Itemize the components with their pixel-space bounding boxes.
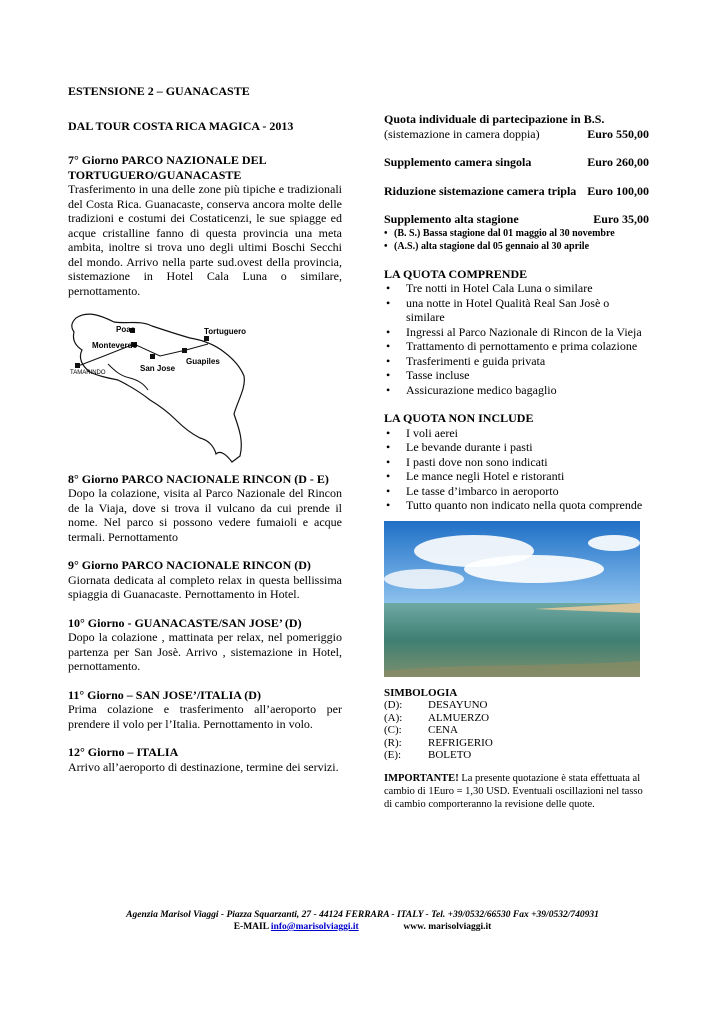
photo-cloud: [588, 535, 640, 551]
map-label-tamarindo: TAMARINDO: [70, 370, 106, 376]
footer-email-link[interactable]: info@marisolviaggi.it: [270, 922, 359, 932]
map-label-guapiles: Guapiles: [186, 357, 220, 366]
simbologia-row: [384, 749, 649, 762]
list-item: • Le bevande durante i pasti: [384, 440, 649, 455]
simbologia-code: (D):: [384, 699, 403, 711]
non-include-list: [384, 426, 649, 513]
footer: [0, 909, 725, 933]
tour-subtitle: DAL TOUR COSTA RICA MAGICA - 2013: [68, 118, 294, 133]
beach-photo: [384, 521, 640, 677]
day10-text: Dopo la colazione , mattinata per relax, nel pomeriggio partenza per San Josè. Arrivo , sistemazione in Hotel, pernottamento.: [68, 630, 342, 673]
non-include-title: LA QUOTA NON INCLUDE: [384, 411, 534, 425]
season-item: • (B. S.) Bassa stagione dal 01 maggio al 30 novembre: [384, 227, 649, 240]
footer-contact: [0, 921, 725, 933]
stop-marker-tortuguero: [204, 336, 209, 341]
list-item: • I voli aerei: [384, 426, 649, 441]
quota-price: Euro 550,00: [587, 126, 649, 141]
map-label-tortuguero: Tortuguero: [204, 327, 247, 336]
stop-marker-sanjose: [150, 354, 155, 359]
photo-cloud: [464, 555, 604, 583]
simbologia-section: [384, 687, 649, 762]
simbologia-meaning: DESAYUNO: [428, 699, 488, 711]
price-label: Supplemento alta stagione: [384, 212, 519, 226]
footer-address: Agenzia Marisol Viaggi - Piazza Squarzanti, 27 - 44124 FERRARA - ITALY - Tel. +39/0532/66530 Fax +39/0532/740931: [126, 910, 599, 920]
simbologia-title: SIMBOLOGIA: [384, 686, 458, 699]
map-outline: [72, 314, 247, 462]
quota-sub: (sistemazione in camera doppia): [384, 126, 540, 141]
stop-marker-tamarindo: [75, 363, 80, 368]
list-item: • Assicurazione medico bagaglio: [384, 383, 649, 398]
importante-label: IMPORTANTE!: [384, 772, 459, 784]
list-item: • Le mance negli Hotel e ristoranti: [384, 469, 649, 484]
simbologia-row: [384, 699, 649, 712]
importante-text: La presente quotazione è stata effettuata al cambio di 1Euro = 1,30 USD. Eventuali oscillazioni nel tasso di cambio comporteranno la revisione delle quote.: [384, 772, 643, 810]
list-item: • I pasti dove non sono indicati: [384, 455, 649, 470]
photo-cloud: [384, 569, 464, 589]
footer-website: www. marisolviaggi.it: [403, 922, 492, 932]
simbologia-code: (E):: [384, 749, 402, 761]
season-item: • (A.S.) alta stagione dal 05 gennaio al 30 aprile: [384, 240, 649, 253]
list-item: • Trattamento di pernottamento e prima colazione: [384, 339, 649, 354]
day11-heading: 11° Giorno – SAN JOSE’/ITALIA (D): [68, 687, 261, 702]
season-list: [384, 227, 649, 253]
map-label-sanjose: San Jose: [140, 364, 176, 373]
day9-text: Giornata dedicata al completo relax in questa bellissima spiaggia di Guanacaste. Pernottamento in Hotel.: [68, 572, 342, 601]
day7-heading: 7° Giorno PARCO NAZIONALE DEL TORTUGUERO/GUANACASTE: [68, 153, 266, 182]
stop-marker-guapiles: [182, 348, 187, 353]
price-value: Euro 260,00: [587, 155, 649, 169]
simbologia-code: (A):: [384, 711, 403, 724]
list-item: • Trasferimenti e guida privata: [384, 354, 649, 369]
simbologia-code: (C):: [384, 724, 402, 736]
price-value: Euro 35,00: [593, 212, 649, 226]
day12-heading: 12° Giorno – ITALIA: [68, 745, 179, 759]
list-item: • Le tasse d’imbarco in aeroporto: [384, 484, 649, 499]
price-row-tripla: [384, 184, 649, 199]
day12-text: Arrivo all’aeroporto di destinazione, termine dei servizi.: [68, 759, 339, 774]
simbologia-meaning: REFRIGERIO: [428, 736, 493, 749]
page-title: ESTENSIONE 2 – GUANACASTE: [68, 84, 250, 98]
price-row-alta: [384, 212, 649, 227]
price-row-singola: [384, 155, 649, 170]
day7-text: Trasferimento in una delle zone più tipiche e tradizionali del Costa Rica. Guanacaste, conserva ancora molte delle tradizioni e costumi dei Costaticenzi, le sue spiagge ed acque cristalline fanno di questa provincia una meta ambita, inoltre si trova uno degli ultimi Boschi Secchi del mondo. Arrivo nella parte sud.ovest della provincia, sistemazione in Hotel Cala Luna o similare, pernottamento.: [68, 182, 342, 298]
simbologia-code: (R):: [384, 736, 402, 749]
list-item: • una notte in Hotel Qualità Real San Josè o similare: [384, 296, 649, 325]
quota-row: [384, 127, 649, 142]
day8-heading: 8° Giorno PARCO NACIONALE RINCON (D - E): [68, 471, 329, 486]
comprende-title: LA QUOTA COMPRENDE: [384, 266, 528, 281]
price-label: Supplemento camera singola: [384, 155, 532, 169]
day9-heading: 9° Giorno PARCO NACIONALE RINCON (D): [68, 558, 311, 572]
costa-rica-map: [68, 304, 268, 464]
simbologia-row: [384, 712, 649, 725]
simbologia-meaning: BOLETO: [428, 749, 472, 761]
price-label: Riduzione sistemazione camera tripla: [384, 183, 577, 198]
simbologia-row: [384, 724, 649, 737]
quota-title: Quota individuale di partecipazione in B.S.: [384, 112, 605, 126]
day10-heading: 10° Giorno - GUANACASTE/SAN JOSE’ (D): [68, 615, 302, 630]
right-column: [384, 112, 649, 811]
simbologia-meaning: ALMUERZO: [428, 711, 490, 724]
list-item: • Tasse incluse: [384, 368, 649, 383]
footer-email-label: E-MAIL: [233, 922, 271, 932]
simbologia-meaning: CENA: [428, 724, 458, 736]
simbologia-row: [384, 737, 649, 750]
map-label-poas: Poas: [116, 325, 136, 334]
importante-note: [384, 772, 649, 811]
comprende-list: [384, 281, 649, 397]
list-item: • Ingressi al Parco Nazionale di Rincon de la Vieja: [384, 325, 649, 340]
list-item: • Tutto quanto non indicato nella quota comprende: [384, 498, 649, 513]
map-label-monteverde: Monteverde: [92, 341, 137, 350]
left-column: [68, 84, 342, 774]
day8-text: Dopo la colazione, visita al Parco Nazionale del Rincon de la Viaja, dove si trova il vulcano da cui prende il nome. Nel parco si possono vedere fumaioli e acque termali. Pernottamento: [68, 486, 342, 544]
price-value: Euro 100,00: [587, 183, 649, 198]
day11-text: Prima colazione e trasferimento all’aeroporto per prendere il volo per l’Italia. Pernottamento in volo.: [68, 702, 342, 731]
list-item: • Tre notti in Hotel Cala Luna o similare: [384, 281, 649, 296]
